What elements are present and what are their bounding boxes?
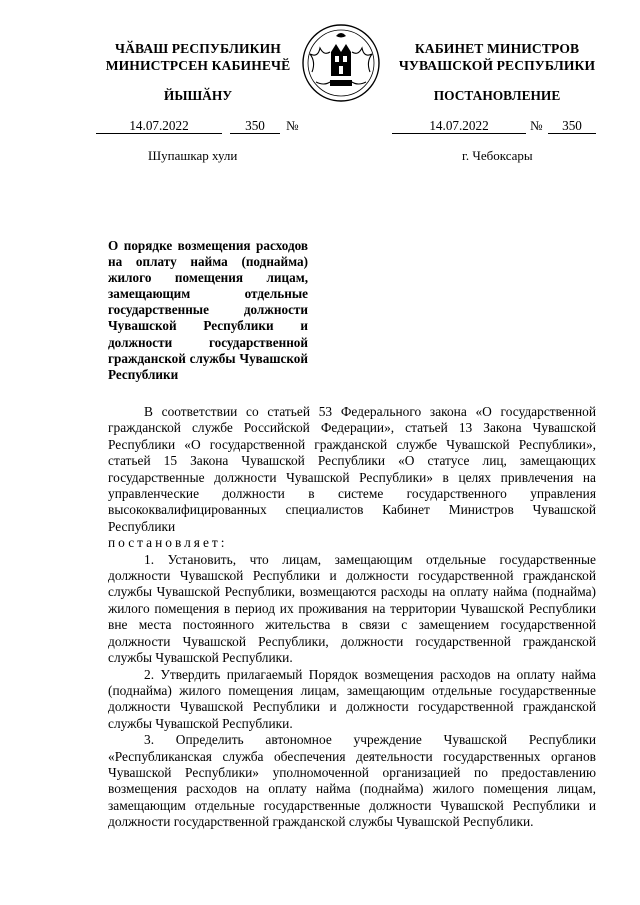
decree-line bbox=[108, 535, 596, 551]
header-right-line1: КАБИНЕТ МИНИСТРОВ bbox=[414, 41, 580, 56]
doc-type-left: ЙЫШӐНУ bbox=[163, 88, 233, 103]
item-1: 1. Установить, что лицам, замещающим отдельные государственные должности Чувашской Республики и должности государственной гражданской службы Чувашской Республики, возмещаются расходы на оплату найма (поднайма) жилого помещения в период их проживания на территории Чувашской Республики вне места постоянного жительства в связи с замещением государственной должности Чувашской Республики, должности государственной гражданской службы Чувашской Республики. bbox=[108, 551, 596, 666]
document-title: О порядке возмещения расходов на оплату найма (поднайма) жилого помещения лицам, замещающим отдельные государственные должности Чувашской Республики и должности государственной гражданской службы Чувашской Республики bbox=[108, 238, 308, 382]
place-right: г. Чебоксары bbox=[462, 148, 533, 163]
preamble-text: В соответствии со статьей 53 Федерального закона «О государственной гражданской службе Российской Федерации», статьей 13 Закона Чувашской Республики «О государственной гражданской службе Чувашской Республики», статьей 15 Закона Чувашской Республики «О статусе лиц, замещающих государственные должности Чувашской Республики» в целях привлечения на управленческие должности в системе государственного управления высококвалифицированных специалистов Кабинет Министров Чувашской Республики bbox=[108, 404, 596, 534]
number-sign-left: № bbox=[286, 118, 299, 133]
header-left bbox=[88, 40, 308, 74]
chuvash-coat-of-arms-icon bbox=[300, 22, 382, 104]
preamble-paragraph bbox=[108, 404, 596, 535]
date-right: 14.07.2022 bbox=[392, 118, 526, 134]
number-sign-right: № bbox=[530, 118, 543, 133]
header-left-line1: ЧӐВАШ РЕСПУБЛИКИН bbox=[115, 41, 281, 56]
number-left: 350 bbox=[230, 118, 280, 134]
doc-type-right: ПОСТАНОВЛЕНИЕ bbox=[433, 88, 561, 103]
header-right-line2: ЧУВАШСКОЙ РЕСПУБЛИКИ bbox=[398, 58, 596, 73]
place-left: Шупашкар хули bbox=[148, 148, 238, 163]
document-body bbox=[108, 404, 596, 831]
item-2: 2. Утвердить прилагаемый Порядок возмещения расходов на оплату найма (поднайма) жилого помещения лицам, замещающим отдельные государственные должности Чувашской Республики и должности государственной гражданской службы Чувашской Республики. bbox=[108, 666, 596, 731]
item-3: 3. Определить автономное учреждение Чувашской Республики «Республиканская служба обеспечения деятельности государственных органов Чувашской Республики» уполномоченной организацией по предоставлению возмещения расходов на оплату найма (поднайма) жилого помещения лицам, замещающим отдельные государственные должности Чувашской Республики и должности государственной гражданской службы Чувашской Республики. bbox=[108, 732, 596, 830]
header-left-line2: МИНИСТРСЕН КАБИНЕЧӖ bbox=[105, 58, 291, 73]
header-right bbox=[392, 40, 602, 74]
number-right: 350 bbox=[548, 118, 596, 134]
date-left: 14.07.2022 bbox=[96, 118, 222, 134]
decree-word: постановляет: bbox=[108, 535, 228, 551]
